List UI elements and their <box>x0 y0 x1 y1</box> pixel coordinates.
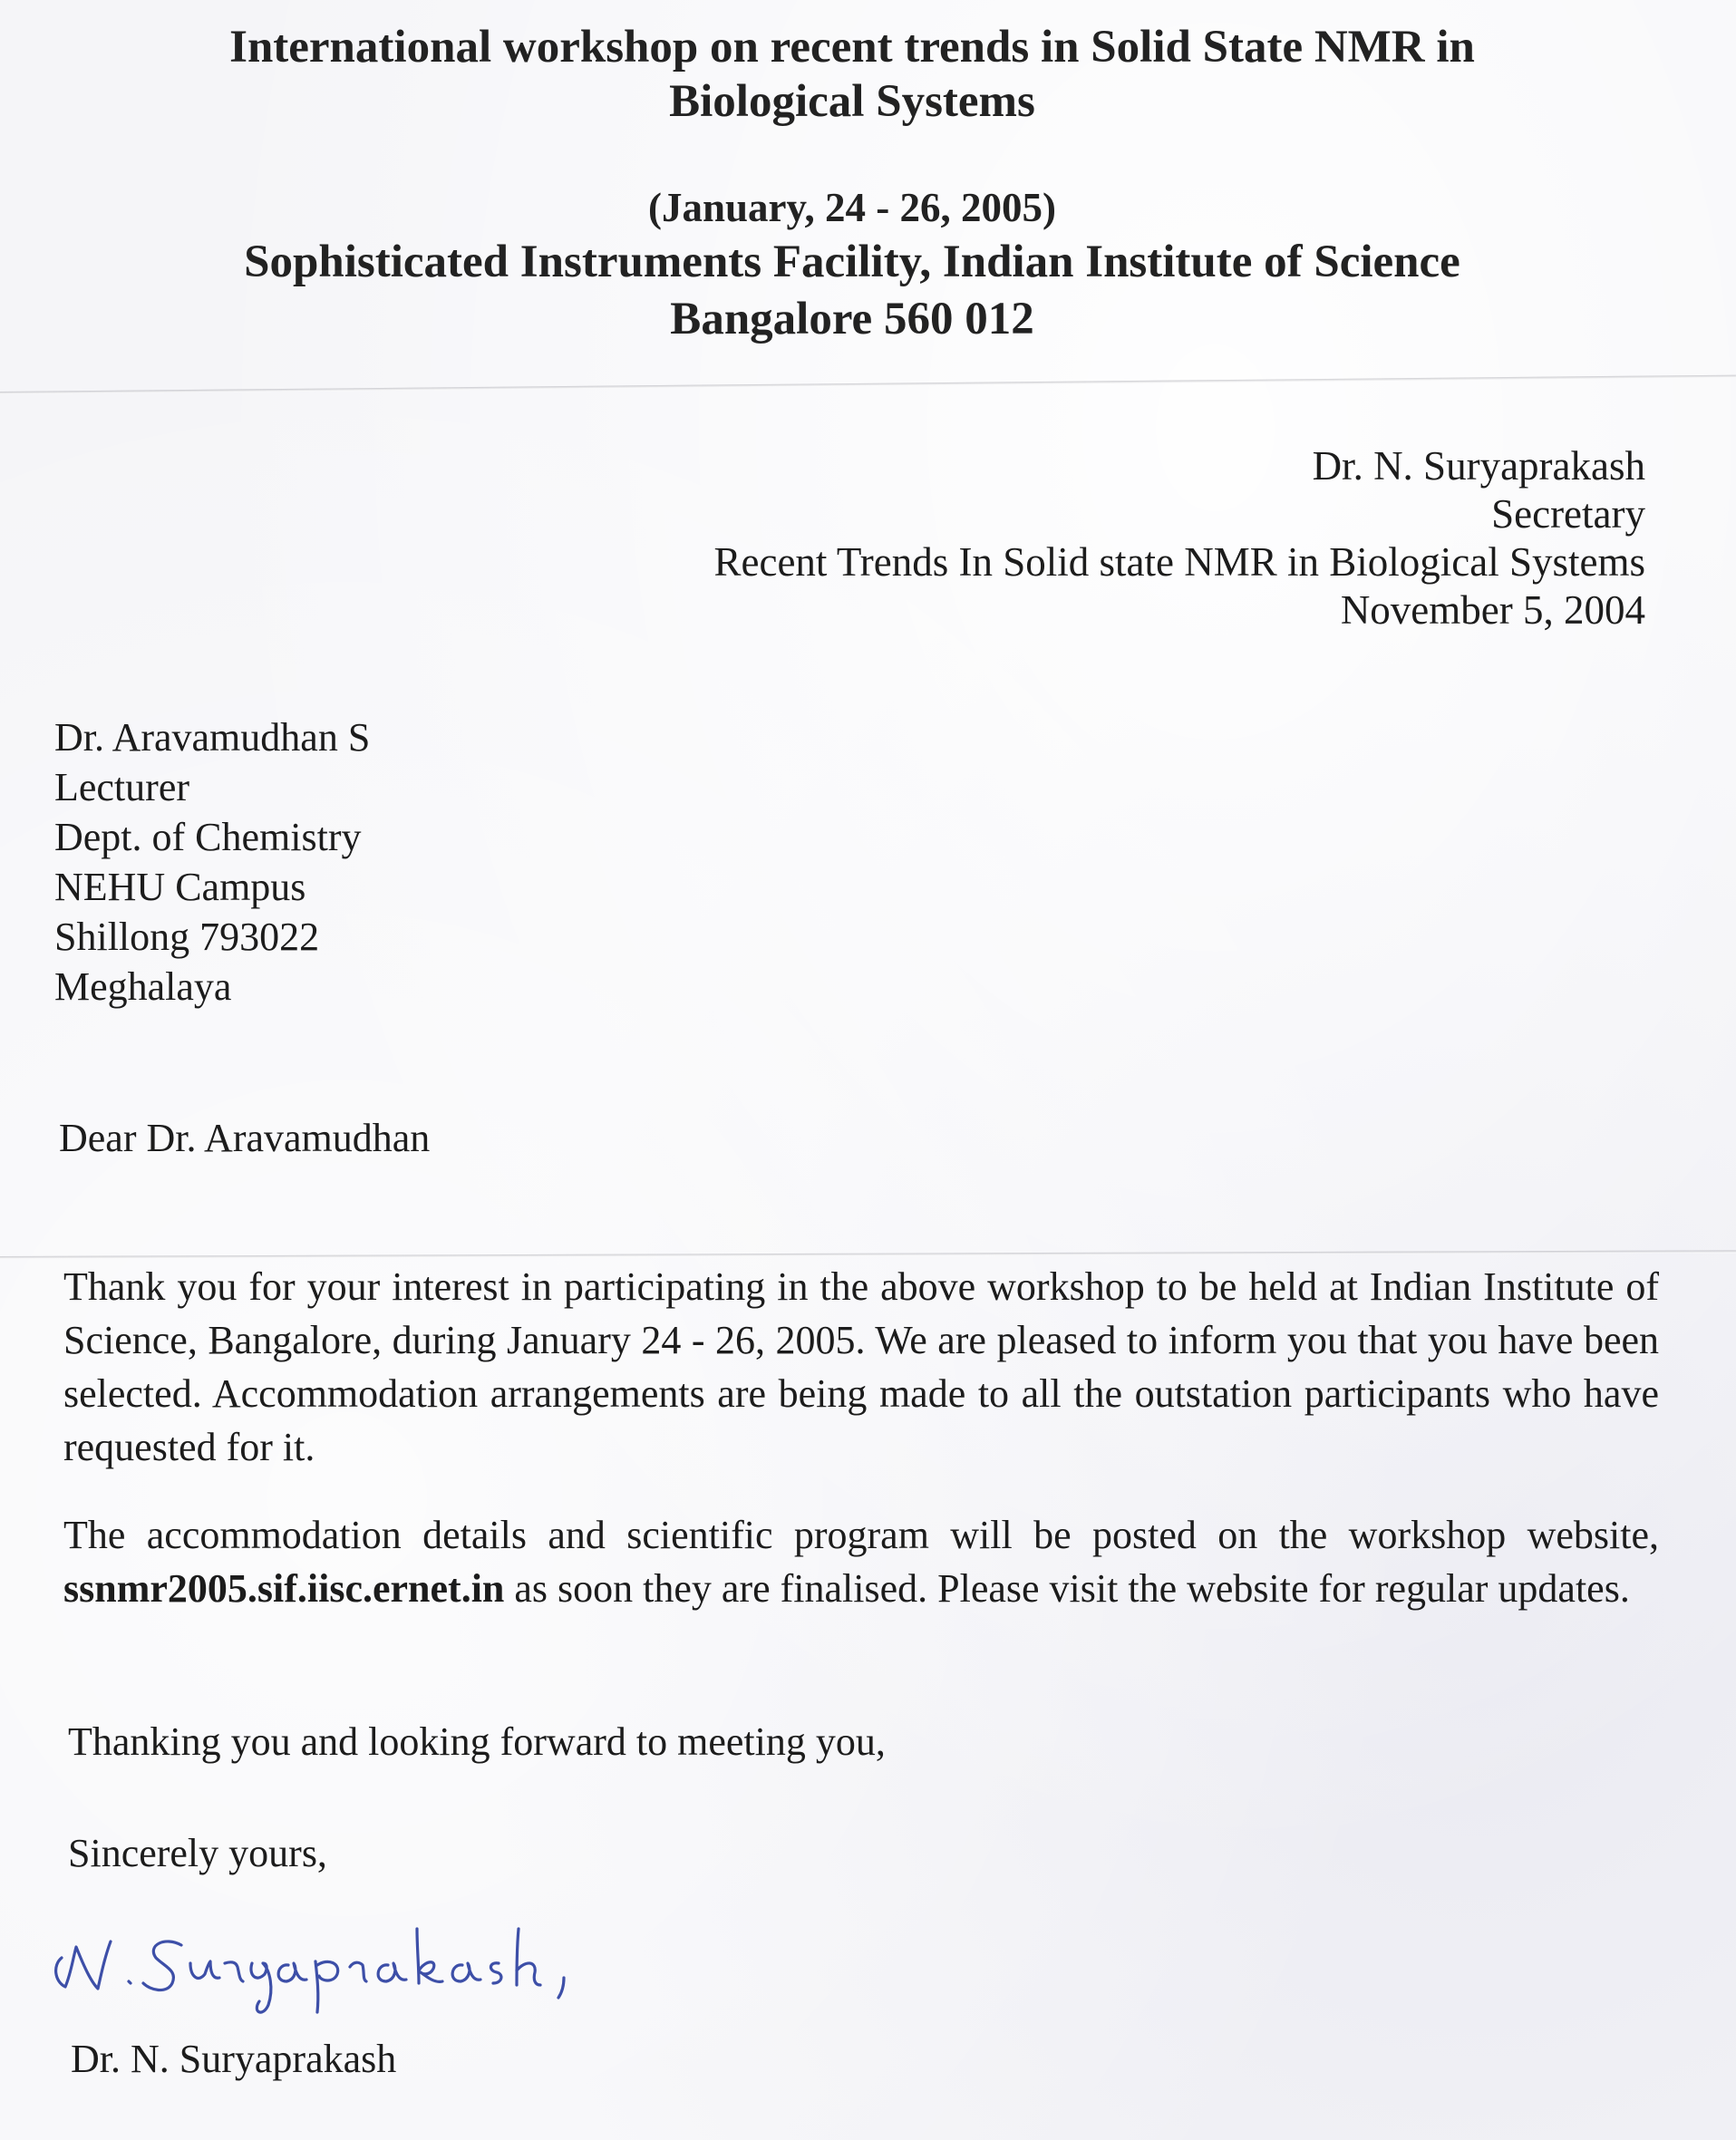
workshop-title-line1: International workshop on recent trends in Solid State NMR in <box>229 22 1475 73</box>
website-address: ssnmr2005.sif.iisc.ernet.in <box>63 1566 505 1611</box>
paragraph-text: The accommodation details and scientific program will be posted on the workshop website, <box>63 1513 1659 1557</box>
recipient-line: NEHU Campus <box>54 865 306 909</box>
valediction: Sincerely yours, <box>68 1831 327 1875</box>
workshop-dates: (January, 24 - 26, 2005) <box>648 185 1056 230</box>
sender-role: Secretary <box>1491 491 1645 537</box>
recipient-line: Shillong 793022 <box>54 915 320 959</box>
sender-block <box>713 442 1645 634</box>
recipient-line: Dr. Aravamudhan S <box>54 715 371 760</box>
recipient-address <box>54 712 370 1012</box>
signer-name: Dr. N. Suryaprakash <box>71 2037 397 2081</box>
recipient-line: Dept. of Chemistry <box>54 815 362 859</box>
letter-date: November 5, 2004 <box>1340 587 1645 633</box>
workshop-venue <box>0 234 1704 348</box>
recipient-line: Meghalaya <box>54 964 232 1009</box>
paragraph-text: as soon they are finalised. Please visit the website for regular updates. <box>504 1566 1630 1611</box>
body-paragraph-2 <box>63 1508 1659 1615</box>
recipient-line: Lecturer <box>54 765 189 809</box>
workshop-title-line2: Biological Systems <box>669 76 1035 127</box>
workshop-venue-line2: Bangalore 560 012 <box>670 294 1034 344</box>
salutation: Dear Dr. Aravamudhan <box>59 1116 431 1160</box>
workshop-venue-line1: Sophisticated Instruments Facility, Indian Institute of Science <box>244 237 1460 287</box>
sender-event: Recent Trends In Solid state NMR in Biological Systems <box>713 539 1645 585</box>
closing-line: Thanking you and looking forward to meeting you, <box>68 1719 886 1764</box>
workshop-title <box>0 20 1704 129</box>
sender-name: Dr. N. Suryaprakash <box>1312 443 1645 489</box>
body-paragraph-1: Thank you for your interest in participating in the above workshop to be held at Indian Institute of Science, Bangalore, during January 24 - 26, 2005. We are pleased to inform you that you have been selected. Accommodation arrangements are being made to all the outstation participants who have requested for it. <box>63 1264 1659 1469</box>
handwritten-signature <box>45 1911 644 2029</box>
